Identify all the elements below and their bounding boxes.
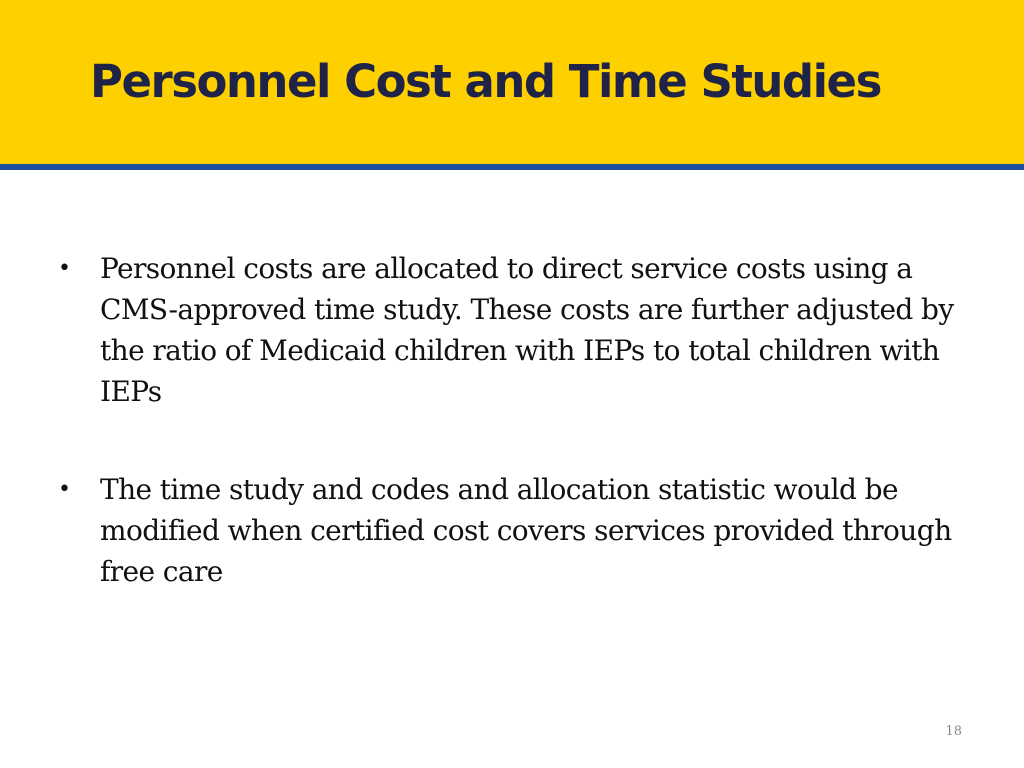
bullet-marker: • bbox=[58, 256, 71, 281]
page-number: 18 bbox=[945, 724, 962, 739]
bullet-list bbox=[58, 248, 978, 592]
title-banner bbox=[0, 0, 1024, 164]
bullet-marker: • bbox=[58, 477, 71, 502]
slide-title: Personnel Cost and Time Studies bbox=[90, 55, 881, 108]
bullet-item bbox=[58, 469, 978, 592]
title-divider bbox=[0, 164, 1024, 170]
bullet-text: The time study and codes and allocation statistic would be modified when certified cost covers services provided through free care bbox=[100, 473, 952, 588]
bullet-item bbox=[58, 248, 978, 412]
bullet-text: Personnel costs are allocated to direct service costs using a CMS-approved time study. These costs are further adjusted by the ratio of Medicaid children with IEPs to total children with IEPs bbox=[100, 252, 954, 408]
